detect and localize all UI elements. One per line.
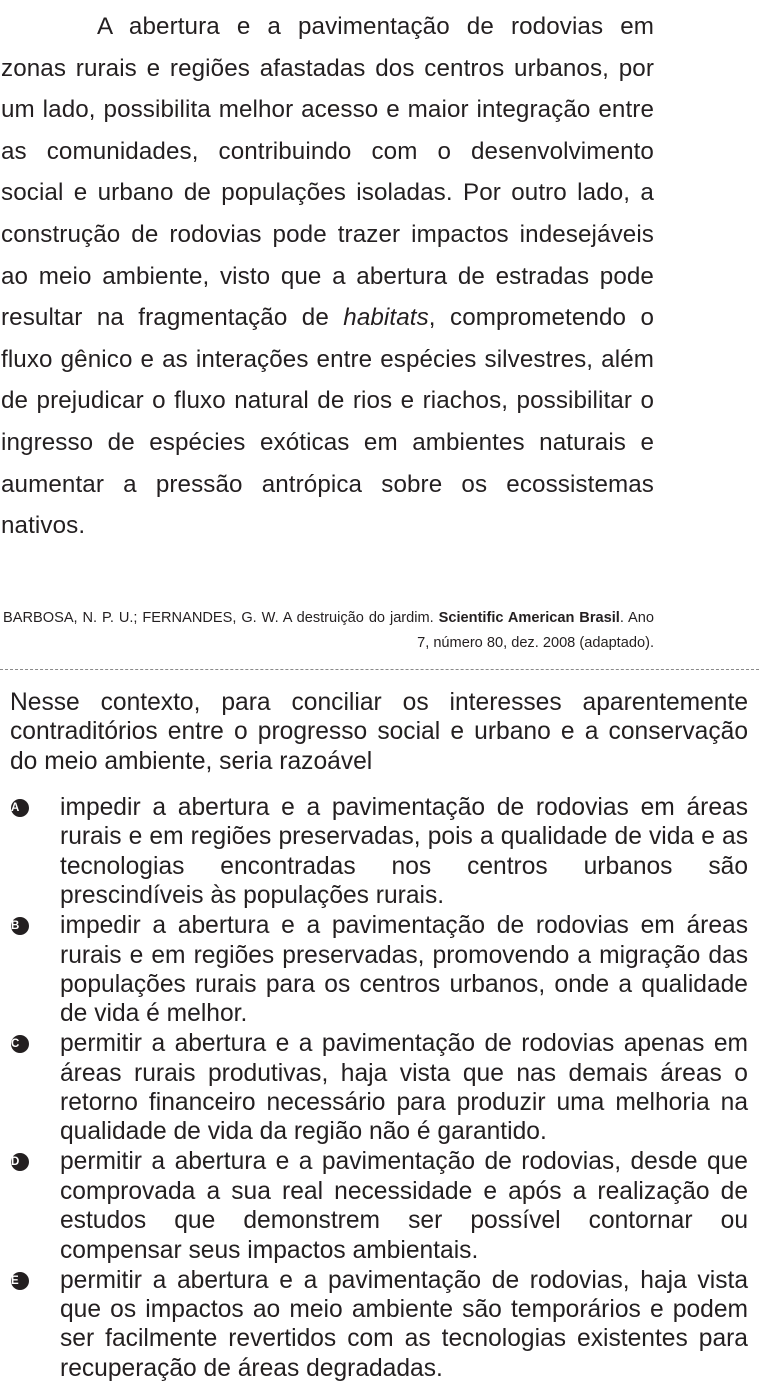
answer-option-d[interactable]: [0, 1147, 748, 1265]
option-letter-c-badge: C: [11, 1035, 29, 1053]
citation-details: . Ano 7, número 80, dez. 2008 (adaptado).: [417, 610, 654, 651]
option-text-a: impedir a abertura e a pavimentação de rodovias em áreas rurais e em regiões preservadas, pois a qualidade de vida e as tecnologias encontradas nos centros urbanos são prescindíveis às populações rurais.: [60, 794, 748, 910]
answer-option-e[interactable]: [0, 1266, 748, 1384]
question-stem: Nesse contexto, para conciliar os interesses aparentemente contraditórios entre o progresso social e urbano e a conservação do meio ambiente, seria razoável: [10, 689, 748, 775]
option-letter-b-badge: B: [11, 917, 29, 935]
option-text-e: permitir a abertura e a pavimentação de rodovias, haja vista que os impactos ao meio ambiente são temporários e podem ser facilmente revertidos com as tecnologias existentes para recuperação de áreas degradadas.: [60, 1266, 748, 1382]
passage-text-start: A abertura e a pavimentação de rodovias em zonas rurais e regiões afastadas dos centros urbanos, por um lado, possibilita melhor acesso e maior integração entre as comunidades, contribuindo com o desenvolvimento social e urbano de populações isoladas. Por outro lado, a construção de rodovias pode trazer impactos indesejáveis ao meio ambiente, visto que a abertura de estradas pode resultar na fragmentação de: [1, 13, 654, 332]
option-letter-e-badge: E: [11, 1272, 29, 1290]
passage-italic-term: habitats: [343, 304, 429, 332]
source-passage: [1, 6, 654, 547]
option-letter-a-badge: A: [11, 799, 29, 817]
passage-paragraph: [1, 6, 654, 547]
citation-journal: Scientific American Brasil: [438, 610, 620, 626]
citation-authors-title: BARBOSA, N. P. U.; FERNANDES, G. W. A destruição do jardim.: [3, 610, 439, 626]
answer-option-c[interactable]: [0, 1029, 748, 1147]
option-text-b: impedir a abertura e a pavimentação de rodovias em áreas rurais e em regiões preservadas, promovendo a migração das populações rurais para os centros urbanos, onde a qualidade de vida é melhor.: [60, 912, 748, 1028]
answer-option-a[interactable]: [0, 793, 748, 911]
source-citation: [3, 606, 654, 656]
section-divider: [0, 669, 759, 670]
answer-options: [0, 793, 759, 1384]
passage-text-end: , comprometendo o fluxo gênico e as interações entre espécies silvestres, além de prejudicar o fluxo natural de rios e riachos, possibilitar o ingresso de espécies exóticas em ambientes naturais e aumentar a pressão antrópica sobre os ecossistemas nativos.: [1, 304, 655, 540]
option-text-c: permitir a abertura e a pavimentação de rodovias apenas em áreas rurais produtivas, haja vista que nas demais áreas o retorno financeiro necessário para produzir uma melhoria na qualidade de vida da região não é garantido.: [60, 1030, 748, 1146]
answer-option-b[interactable]: [0, 911, 748, 1029]
option-letter-d-badge: D: [11, 1153, 29, 1171]
option-text-d: permitir a abertura e a pavimentação de rodovias, desde que comprovada a sua real necessidade e após a realização de estudos que demonstrem ser possível contornar ou compensar seus impactos ambientais.: [60, 1148, 748, 1264]
